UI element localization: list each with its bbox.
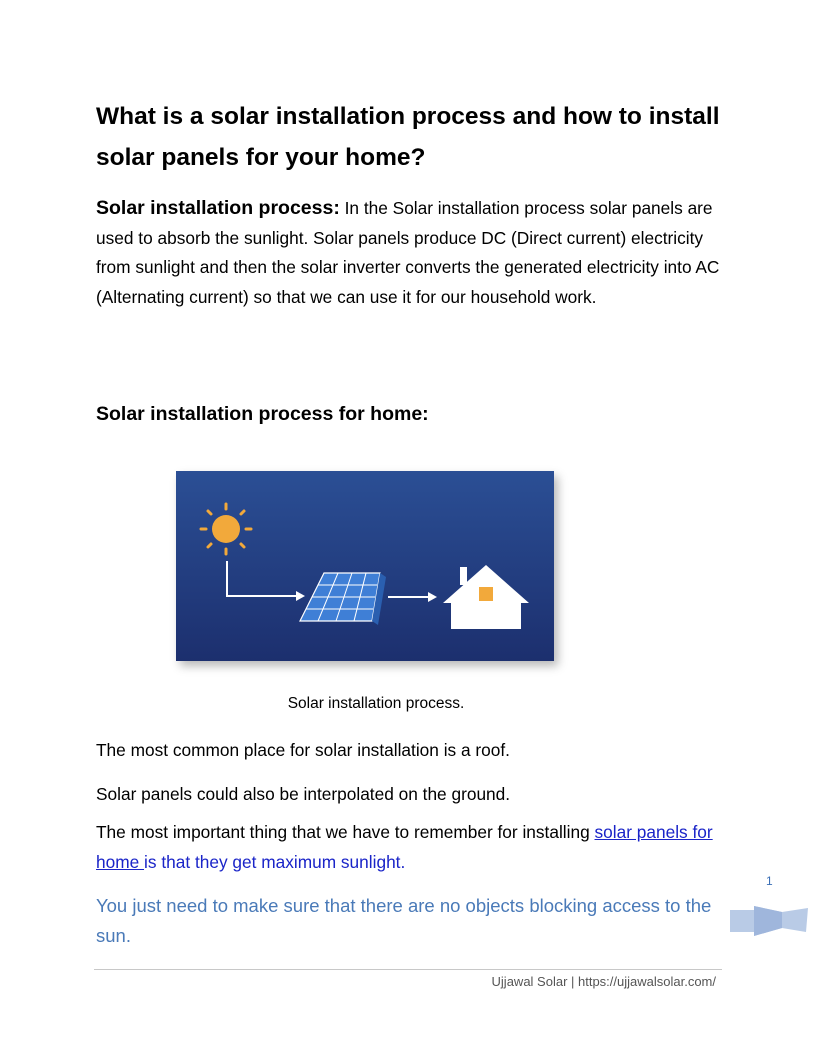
solar-panels-link[interactable]: solar panels for home <box>96 822 713 872</box>
paragraph-no-obstacles: You just need to make sure that there are no objects blocking access to the sun. <box>96 895 712 946</box>
solar-process-illustration <box>176 471 554 661</box>
figure-caption: Solar installation process. <box>287 695 465 712</box>
intro-text: In the Solar installation process solar panels are used to absorb the sunlight. Solar panels produce DC (Direct current) electricity from sunlight and then the solar inverter converts the generated electricity into AC (Alternating current) so that we can use it for our household work. <box>96 198 720 307</box>
section-heading: Solar installation process for home: <box>96 403 429 425</box>
intro-paragraph <box>96 194 726 312</box>
paragraph-sunlight-end: is that they get maximum sunlight. <box>144 851 406 872</box>
paragraph-sunlight <box>96 818 726 877</box>
footer-divider <box>94 969 722 970</box>
solar-process-figure <box>176 471 554 661</box>
page-footer: Ujjawal Solar | https://ujjawalsolar.com/ <box>491 974 716 989</box>
paragraph-roof: The most common place for solar installation is a roof. <box>96 740 510 760</box>
page-tab-icon <box>730 906 808 936</box>
page-number: 1 <box>766 874 773 888</box>
paragraph-sunlight-start: The most important thing that we have to remember for installing <box>96 822 595 842</box>
paragraph-ground: Solar panels could also be interpolated on the ground. <box>96 784 511 804</box>
document-title: What is a solar installation process and how to install solar panels for your home? <box>96 103 720 171</box>
intro-lead: Solar installation process: <box>96 197 340 219</box>
